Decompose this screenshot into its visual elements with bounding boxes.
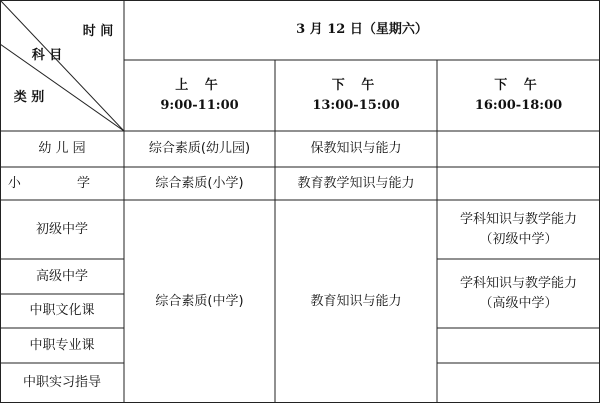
- header-session-morning: [124, 60, 275, 131]
- category-kindergarten: 幼 儿 园: [38, 141, 86, 156]
- secondary-afternoon-subject: 教育知识与能力: [310, 293, 402, 309]
- category-junior-high: 初级中学: [35, 221, 88, 237]
- header-subject-label: 科 目: [31, 48, 63, 63]
- header-category-label: 类 别: [13, 90, 45, 105]
- kindergarten-afternoon-subject: 保教知识与能力: [310, 141, 402, 156]
- session-time: 16:00-18:00: [474, 97, 563, 113]
- header-session-afternoon-2: [437, 60, 600, 131]
- category-vocational-culture: 中职文化课: [29, 303, 95, 318]
- senior-subject-line1: 学科知识与教学能力: [459, 275, 577, 291]
- category-primary: 小 学: [7, 175, 117, 191]
- senior-subject-line2: （高级中学）: [479, 295, 558, 311]
- primary-morning-subject: 综合素质(小学): [155, 175, 244, 191]
- primary-afternoon-subject: 教育教学知识与能力: [297, 175, 415, 191]
- session-period: 下 午: [494, 77, 543, 93]
- senior-subject-knowledge: [437, 259, 600, 328]
- session-period: 下 午: [331, 77, 381, 93]
- junior-subject-line2: （初级中学）: [479, 231, 558, 247]
- session-period: 上 午: [175, 77, 224, 93]
- header-date: 3 月 12 日（星期六）: [296, 22, 428, 37]
- category-vocational-professional: 中职专业课: [29, 337, 95, 353]
- session-time: 9:00-11:00: [160, 97, 239, 113]
- category-senior-high: 高级中学: [35, 268, 88, 284]
- secondary-morning-subject: 综合素质(中学): [155, 293, 244, 309]
- header-time-label: 时 间: [82, 24, 114, 39]
- category-vocational-internship: 中职实习指导: [22, 375, 101, 390]
- session-time: 13:00-15:00: [312, 97, 400, 113]
- kindergarten-morning-subject: 综合素质(幼儿园): [148, 141, 251, 156]
- header-session-afternoon-1: [275, 60, 437, 131]
- junior-subject-line1: 学科知识与教学能力: [459, 211, 577, 227]
- junior-subject-knowledge: [437, 200, 600, 259]
